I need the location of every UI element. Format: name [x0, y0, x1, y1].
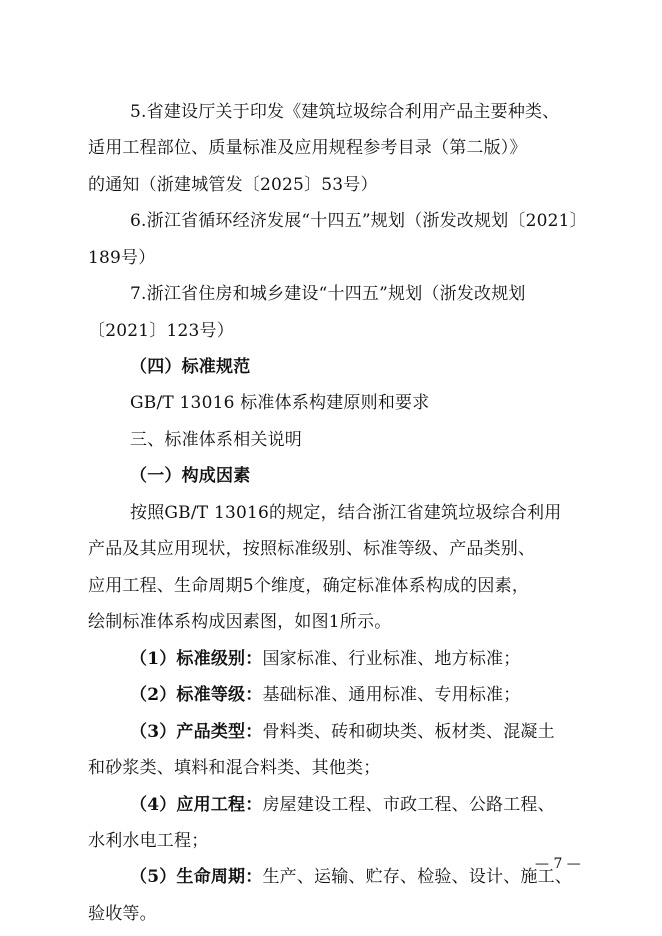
factor-3-line-2: 和砂浆类、填料和混合料类、其他类； — [88, 758, 381, 778]
factor-4-line-2: 水利水电工程； — [88, 831, 209, 851]
factor-2-text: 基础标准、通用标准、专用标准； — [262, 685, 521, 705]
factor-4-text: 房屋建设工程、市政工程、公路工程、 — [262, 795, 555, 815]
factor-3-line-1 — [130, 721, 555, 743]
standard-specification-line: GB/T 13016 标准体系构建原则和要求 — [130, 393, 430, 413]
factor-2-label: （2）标准等级： — [130, 685, 263, 705]
reference-7-line-1: 7.浙江省住房和城乡建设“十四五”规划（浙发改规划 — [130, 284, 526, 304]
factor-5-text: 生产、运输、贮存、检验、设计、施工、 — [262, 867, 573, 887]
reference-5-line-2: 适用工程部位、质量标准及应用规程参考目录（第二版）》 — [88, 138, 527, 158]
factor-5-label: （5）生命周期： — [130, 867, 263, 887]
reference-7-line-2: 〔2021〕123号） — [88, 321, 234, 341]
reference-5-line-1: 5.省建设厅关于印发《建筑垃圾综合利用产品主要种类、 — [130, 102, 560, 122]
factor-1-line — [130, 648, 520, 670]
section-standard-specifications-heading: （四）标准规范 — [130, 357, 251, 377]
factor-2-line — [130, 684, 520, 706]
page-number: — 7 — — [535, 856, 581, 872]
paragraph-line-3: 应用工程、生命周期5个维度，确定标准体系构成的因素， — [88, 576, 530, 596]
paragraph-line-1: 按照GB/T 13016的规定，结合浙江省建筑垃圾综合利用 — [130, 503, 562, 523]
section-composition-factors-heading: （一）构成因素 — [130, 466, 251, 486]
factor-5-line-2: 验收等。 — [88, 904, 157, 924]
factor-3-text: 骨料类、砖和砌块类、板材类、混凝土 — [262, 722, 555, 742]
reference-5-line-3: 的通知（浙建城管发〔2025〕53号） — [88, 175, 378, 195]
factor-4-line-1 — [130, 794, 555, 816]
factor-5-line-1 — [130, 866, 572, 888]
factor-3-label: （3）产品类型： — [130, 722, 263, 742]
section-three-heading: 三、标准体系相关说明 — [130, 430, 302, 450]
factor-1-label: （1）标准级别： — [130, 649, 263, 669]
reference-6-line-1: 6.浙江省循环经济发展“十四五”规划（浙发改规划〔2021〕 — [130, 211, 587, 231]
reference-6-line-2: 189号） — [88, 248, 156, 268]
paragraph-line-2: 产品及其应用现状，按照标准级别、标准等级、产品类别、 — [88, 539, 536, 559]
factor-1-text: 国家标准、行业标准、地方标准； — [262, 649, 521, 669]
factor-4-label: （4）应用工程： — [130, 795, 263, 815]
paragraph-line-4: 绘制标准体系构成因素图，如图1所示。 — [88, 612, 392, 632]
